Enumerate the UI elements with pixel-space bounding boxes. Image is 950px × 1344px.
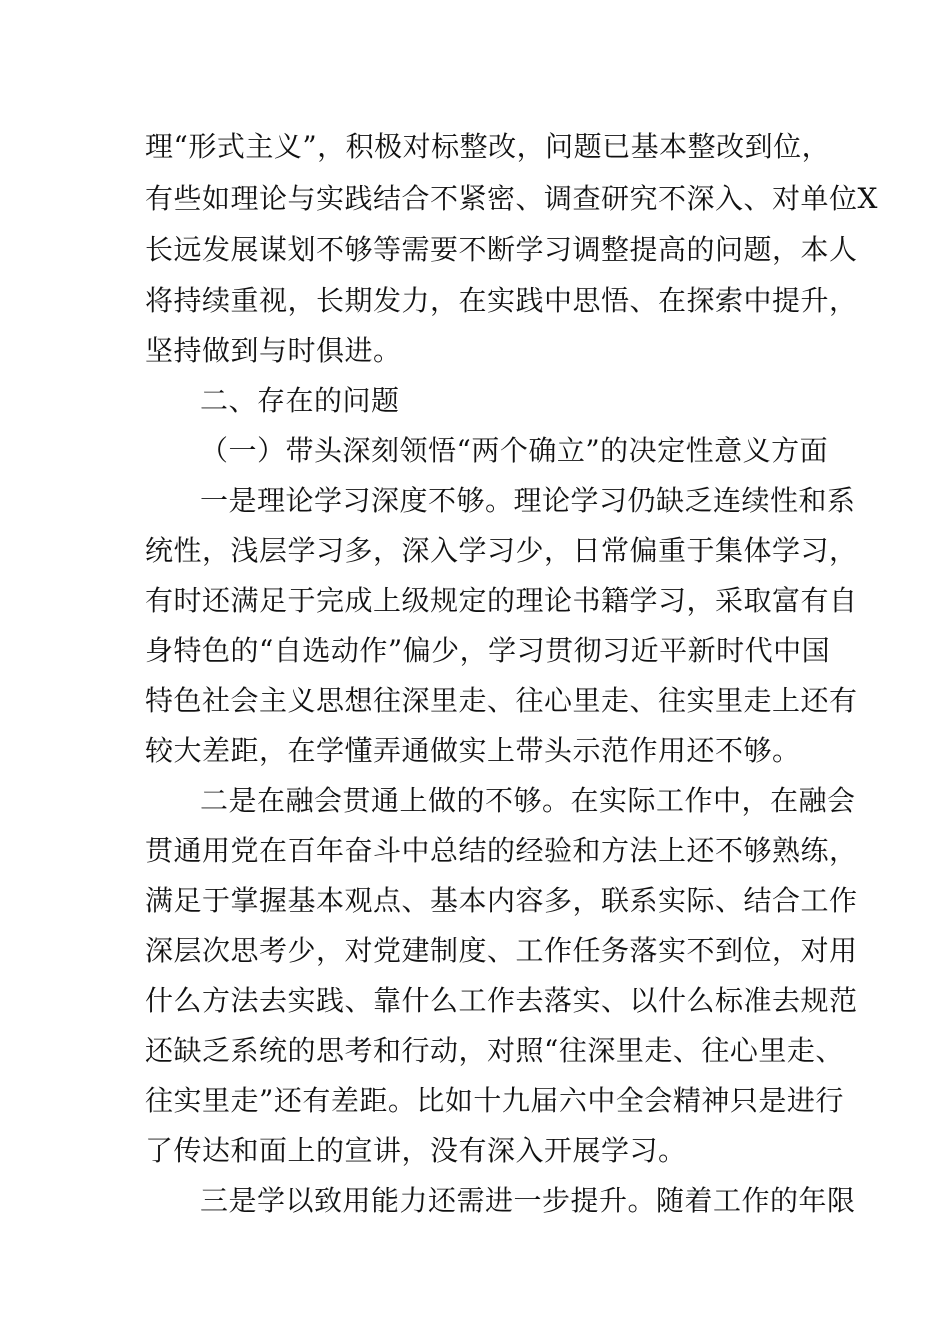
text-line: 理“形式主义”，积极对标整改，问题已基本整改到位，: [145, 130, 831, 163]
text-line: 身特色的“自选动作”偏少，学习贯彻习近平新时代中国: [145, 634, 831, 667]
text-line: 贯通用党在百年奋斗中总结的经验和方法上还不够熟练，: [145, 834, 858, 867]
text-line: 往实里走”还有差距。比如十九届六中全会精神只是进行: [145, 1084, 844, 1117]
section-heading: 二、存在的问题: [200, 384, 400, 417]
text-line: 统性，浅层学习多，深入学习少，日常偏重于集体学习，: [145, 534, 858, 567]
paragraph-first-line: 三是学以致用能力还需进一步提升。随着工作的年限: [200, 1184, 856, 1217]
text-line: 较大差距，在学懂弄通做实上带头示范作用还不够。: [145, 734, 801, 767]
text-line: 特色社会主义思想往深里走、往心里走、往实里走上还有: [145, 684, 858, 717]
text-line: 还缺乏系统的思考和行动，对照“往深里走、往心里走、: [145, 1034, 844, 1067]
text-line: 有时还满足于完成上级规定的理论书籍学习，采取富有自: [145, 584, 858, 617]
paragraph-first-line: 二是在融会贯通上做的不够。在实际工作中，在融会: [200, 784, 856, 817]
text-line: 将持续重视，长期发力，在实践中思悟、在探索中提升，: [145, 284, 858, 317]
text-line: 有些如理论与实践结合不紧密、调查研究不深入、对单位X: [145, 182, 878, 215]
text-line: 什么方法去实践、靠什么工作去落实、以什么标准去规范: [145, 984, 858, 1017]
text-line: 了传达和面上的宣讲，没有深入开展学习。: [145, 1134, 687, 1167]
text-line: 深层次思考少，对党建制度、工作任务落实不到位，对用: [145, 934, 858, 967]
text-line: 坚持做到与时俱进。: [145, 334, 402, 367]
text-line: 满足于掌握基本观点、基本内容多，联系实际、结合工作: [145, 884, 858, 917]
paragraph-first-line: 一是理论学习深度不够。理论学习仍缺乏连续性和系: [200, 484, 856, 517]
subsection-heading: （一）带头深刻领悟“两个确立”的决定性意义方面: [200, 434, 829, 467]
text-line: 长远发展谋划不够等需要不断学习调整提高的问题，本人: [145, 233, 858, 266]
